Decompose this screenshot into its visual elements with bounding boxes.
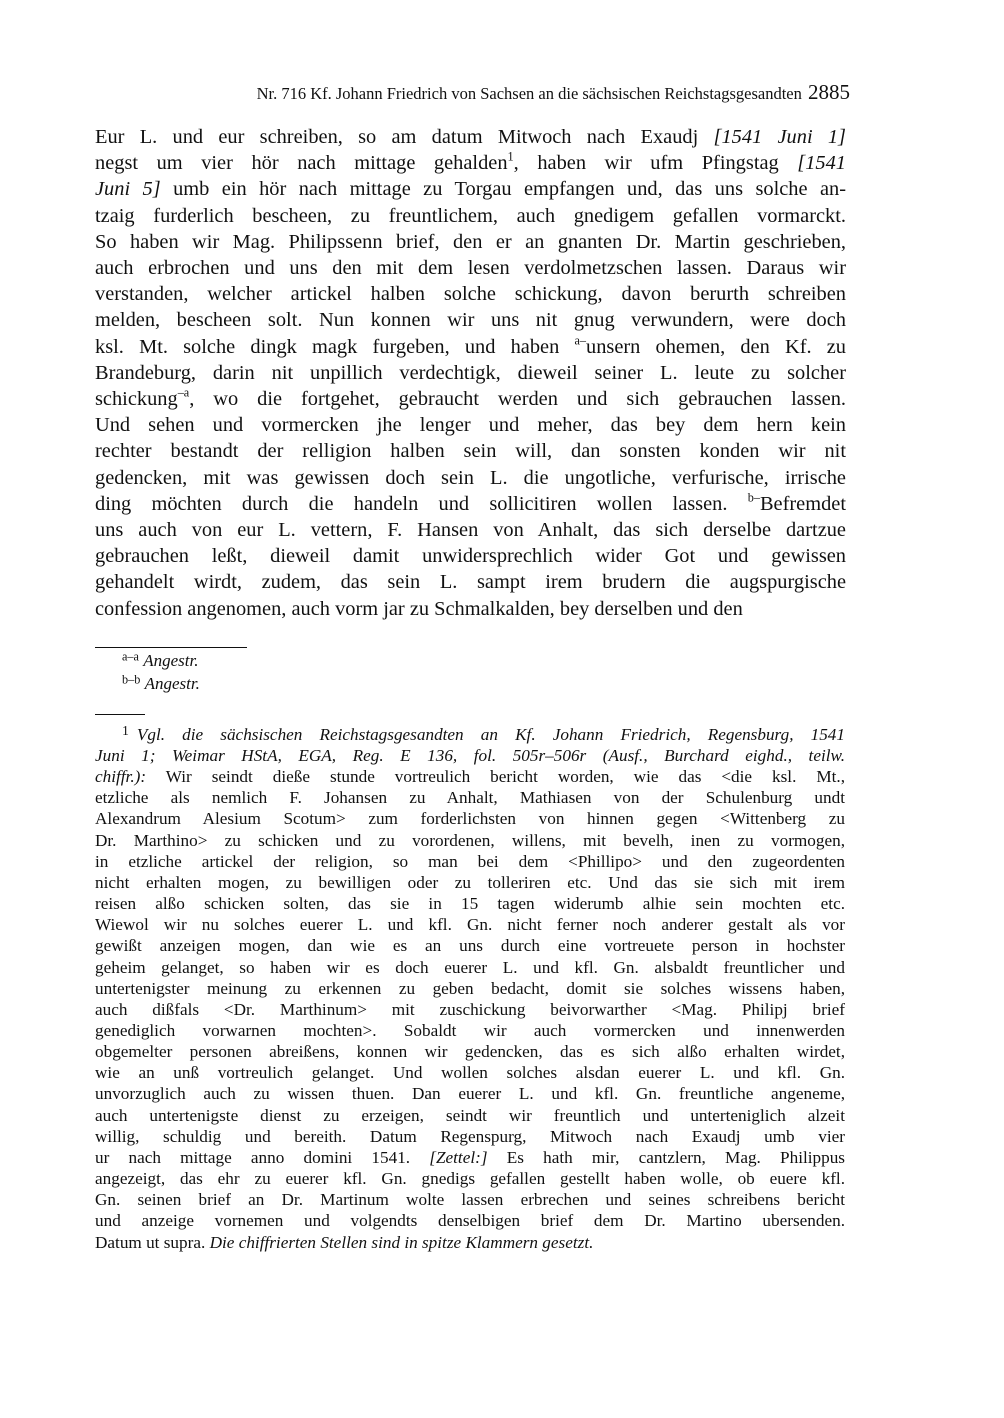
footnote-line: nicht erhalten mogen, zu bewilligen oder zu tolleriren etc. Und das sie sich mit irem	[95, 872, 845, 892]
footnote-line: untertenigster meinung zu erkennen zu geben bedacht, domit sie solches wissens haben,	[95, 978, 845, 998]
footnote-line: genediglich vorwarnen mochten>. Sobaldt wir auch vormercken und innenwerden	[95, 1021, 845, 1040]
text-line: gebrauchen leßt, dieweil damit unwidersprechlich wider Got und gewissen	[95, 545, 846, 568]
footnote-line: gewißt anzeigen mogen, dan wie es an uns durch eine vortreuete person in hochster	[95, 936, 845, 956]
text-line: tzaig furderlich bescheen, zu freuntlichem, auch gnedigem gefallen vormarckt.	[95, 204, 846, 227]
text-line: gehandelt wirdt, zudem, das sein L. sampt irem brudern die augspurgische	[95, 571, 846, 594]
main-text	[95, 124, 846, 622]
footnote-rule	[95, 714, 145, 715]
apparatus-note-a	[122, 650, 198, 672]
text-line: melden, bescheen solt. Nun konnen wir uns nit gnug verwundern, were doch	[95, 309, 846, 332]
footnote-line: auch dißfals <Dr. Marthinum> mit zuschickung beivorwarther <Mag. Philipj brief	[95, 999, 845, 1019]
apparatus-text: Angestr.	[144, 674, 200, 693]
text-line: ding möchten durch die handeln und sollicitiren wollen lassen. $^{b-}$Befremdet	[95, 490, 846, 515]
text-line: gedencken, mit was gewissen doch sein L. die ungotliche, verfurische, irrische	[95, 466, 846, 489]
page-number: 2885	[808, 80, 850, 104]
footnote-line: angezeigt, das ehr zu euerer kfl. Gn. gnedigs gefallen gestellt haben wolle, ob euere kfl.	[95, 1169, 845, 1189]
text-line: verstanden, welcher artickel halben solche schickung, davon berurth schreiben	[95, 283, 846, 306]
footnote-line: $^1$ Vgl. die sächsischen Reichstagsgesandten an Kf. Johann Friedrich, Regensburg, 1541	[122, 723, 845, 744]
text-line: negst um vier hör nach mittage gehalden$^1$, haben wir ufm Pfingstag [1541	[95, 149, 846, 175]
footnote-line: Wiewol wir nu solches euerer L. und kfl. Gn. nicht ferner noch anderer gestalt als vor	[95, 915, 845, 935]
apparatus-rule	[95, 647, 247, 648]
apparatus-mark: a–a	[122, 649, 139, 664]
footnote-line: in etzliche artickel der religion, so man bei dem <Phillipo> und den zugeordenten	[95, 851, 845, 871]
running-head	[150, 80, 850, 106]
footnote-line: Gn. seinen brief an Dr. Martinum wolte lassen erbrechen und seines schreibens bericht	[95, 1190, 845, 1210]
footnote-line: geheim gelanget, so haben wir es doch euerer L. und kfl. Gn. alsbaldt freuntlicher und	[95, 957, 845, 977]
footnote-line: ur nach mittage anno domini 1541. [Zettel:] Es hath mir, cantzlern, Mag. Philippus	[95, 1147, 845, 1167]
text-line: ksl. Mt. solche dingk magk furgeben, und haben $^{a-}$unsern ohemen, den Kf. zu	[95, 333, 846, 358]
footnote-line: auch untertenigste dienst zu erzeigen, seindt wir freuntlich und unterteniglich alzeit	[95, 1105, 845, 1125]
footnote-line: Datum ut supra. Die chiffrierten Stellen sind in spitze Klammern gesetzt.	[95, 1232, 594, 1252]
footnote-line: chiffr.): Wir seindt dieße stunde vortreulich bericht worden, wie das <die ksl. Mt.,	[95, 767, 845, 787]
apparatus-text: Angestr.	[143, 651, 199, 670]
text-line: rechter bestandt der relligion halben sein will, dan sonsten konden wir nit	[95, 440, 846, 463]
text-line: So haben wir Mag. Philipssenn brief, den er an gnanten Dr. Martin geschrieben,	[95, 230, 846, 253]
footnote-line: etzliche als nemlich F. Johansen zu Anhalt, Mathiasen von der Schulenburg undt	[95, 788, 845, 808]
text-line: confession angenomen, auch vorm jar zu Schmalkalden, bey derselben und den	[95, 597, 743, 620]
footnote-line: obgemelter personen abreißens, konnen wir gedencken, das es sich alßo erhalten wirdet,	[95, 1042, 845, 1062]
footnote-line: Juni 1; Weimar HStA, EGA, Reg. E 136, fol. 505r–506r (Ausf., Burchard eighd., teilw.	[95, 745, 845, 765]
footnote-number: 1	[122, 723, 129, 738]
footnote-line: willig, schuldig und bereith. Datum Regenspurg, Mitwoch nach Exaudj umb vier	[95, 1126, 845, 1146]
text-line: Und sehen und vormercken jhe lenger und meher, das bey dem hern kein	[95, 414, 846, 437]
footnote-line: Dr. Marthino> zu schicken und zu vorordenen, willens, mit bevelh, inen zu vormogen,	[95, 830, 845, 850]
running-head-title: Nr. 716 Kf. Johann Friedrich von Sachsen an die sächsischen Reichstagsgesandten	[256, 84, 802, 103]
footnote-line: wie an unß vortreulich gelanget. Und wollen solches alsdan euerer L. und kfl. Gn.	[95, 1063, 845, 1083]
text-line: Brandeburg, darin nit unpillich verdechtigk, dieweil seiner L. leute zu solcher	[95, 361, 846, 384]
apparatus-note-b	[122, 673, 200, 695]
footnote-line: reisen alßo schicken solten, das sie in 15 tagen widerumb alhie sein mochten etc.	[95, 894, 845, 914]
text-line: Juni 5] umb ein hör nach mittage zu Torgau empfangen und, das uns solche an-	[95, 178, 847, 201]
text-line: auch erbrochen und uns den mit dem lesen verdolmetzschen lassen. Daraus wir	[95, 257, 846, 280]
footnote-line: Alexandrum Alesium Scotum> zum forderlichsten von hinnen gegen <Wittenberg zu	[95, 809, 845, 829]
text-line: Eur L. und eur schreiben, so am datum Mitwoch nach Exaudj [1541 Juni 1]	[95, 126, 846, 148]
text-line: uns auch von eur L. vettern, F. Hansen von Anhalt, das sich derselbe dartzue	[95, 519, 846, 542]
footnote-1	[95, 720, 845, 1253]
text-line: schickung$^{-a}$, wo die fortgehet, gebraucht werden und sich gebrauchen lassen.	[95, 385, 846, 411]
footnote-line: und anzeige vornemen und volgendts denselbigen brief dem Dr. Martino ubersenden.	[95, 1211, 845, 1231]
footnote-line: unvorzuglich auch zu wissen thuen. Dan euerer L. und kfl. Gn. freuntliche angeneme,	[95, 1084, 845, 1104]
apparatus-mark: b–b	[122, 672, 141, 687]
